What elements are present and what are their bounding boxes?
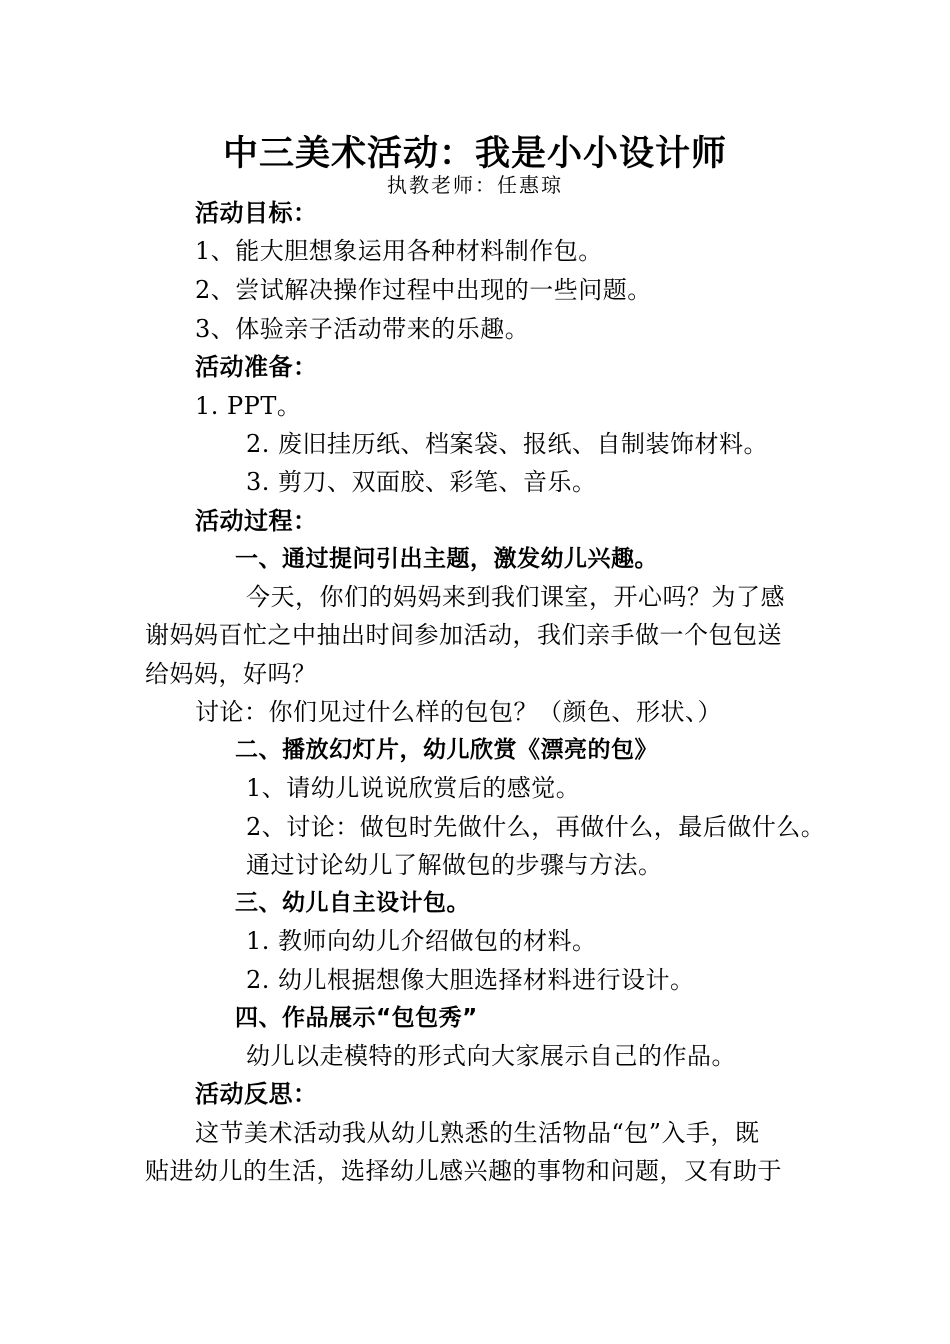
preparation-item: 2. 废旧挂历纸、档案袋、报纸、自制装饰材料。 [246, 430, 769, 458]
step-1-paragraph-line: 谢妈妈百忙之中抽出时间参加活动，我们亲手做一个包包送 [145, 621, 782, 649]
step-4-text: 幼儿以走模特的形式向大家展示自己的作品。 [246, 1042, 736, 1070]
step-2-item: 1、请幼儿说说欣赏后的感觉。 [246, 774, 581, 802]
preparation-item: 3. 剪刀、双面胶、彩笔、音乐。 [246, 468, 597, 496]
reflection-heading: 活动反思： [195, 1080, 318, 1108]
step-3-item: 2. 幼儿根据想像大胆选择材料进行设计。 [246, 966, 695, 994]
document-title: 中三美术活动：我是小小设计师 [222, 133, 727, 174]
step-1-title: 一、通过提问引出主题，激发幼儿兴趣。 [235, 546, 658, 572]
reflection-line: 这节美术活动我从幼儿熟悉的生活物品“包”入手，既 [195, 1119, 760, 1147]
step-2-item: 通过讨论幼儿了解做包的步骤与方法。 [246, 851, 663, 879]
goal-item: 1、能大胆想象运用各种材料制作包。 [195, 237, 603, 265]
goal-item: 3、体验亲子活动带来的乐趣。 [195, 315, 530, 343]
preparation-heading: 活动准备： [195, 353, 318, 381]
step-3-item: 1. 教师向幼儿介绍做包的材料。 [246, 927, 597, 955]
goal-item: 2、尝试解决操作过程中出现的一些问题。 [195, 276, 652, 304]
step-2-title: 二、播放幻灯片，幼儿欣赏《漂亮的包》 [235, 737, 658, 763]
reflection-line: 贴进幼儿的生活，选择幼儿感兴趣的事物和问题，又有助于 [145, 1157, 782, 1185]
step-4-title: 四、作品展示“包包秀” [235, 1005, 478, 1031]
process-heading: 活动过程： [195, 507, 318, 535]
step-2-item: 2、讨论：做包时先做什么，再做什么，最后做什么。 [246, 813, 826, 841]
step-3-title: 三、幼儿自主设计包。 [235, 890, 470, 916]
goals-heading: 活动目标： [195, 199, 318, 227]
step-1-paragraph-line: 今天，你们的妈妈来到我们课室，开心吗？为了感 [246, 583, 785, 611]
teacher-line: 执教老师：任惠琼 [387, 173, 563, 197]
step-1-paragraph-line: 给妈妈，好吗？ [145, 660, 317, 688]
step-1-discussion: 讨论：你们见过什么样的包包？（颜色、形状、） [195, 698, 722, 726]
preparation-item: 1. PPT。 [195, 392, 302, 420]
